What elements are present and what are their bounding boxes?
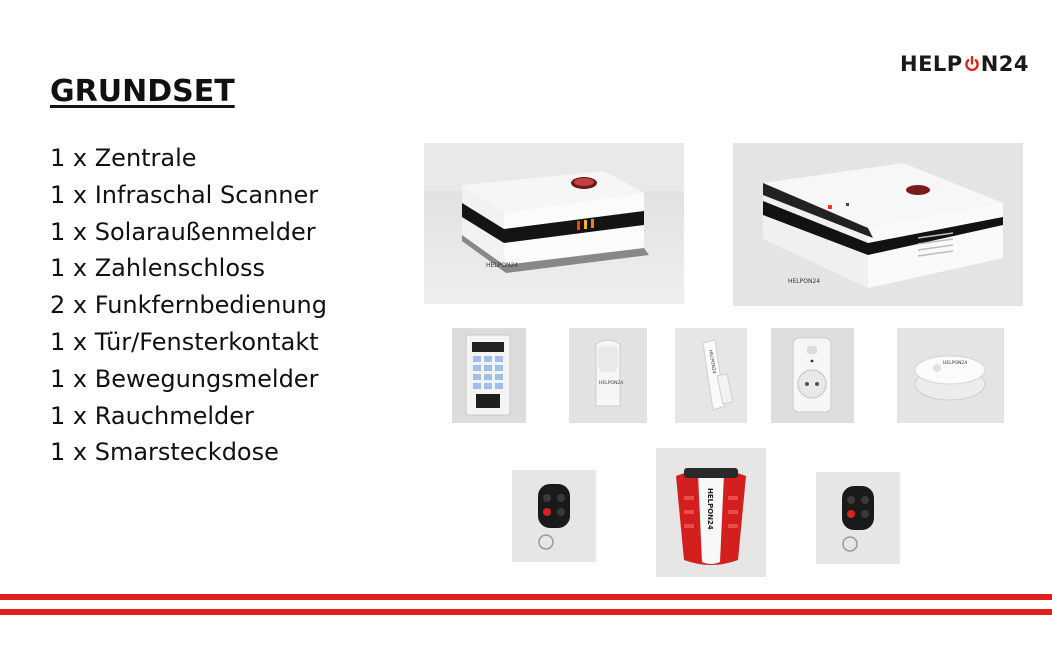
motion-sensor-image xyxy=(569,328,647,423)
list-item: 1 x Rauchmelder xyxy=(50,401,254,430)
power-icon xyxy=(964,53,980,69)
divider-stripe xyxy=(0,594,1052,600)
smoke-detector-image xyxy=(897,328,1004,423)
logo-text-left: HELP xyxy=(900,52,963,76)
door-contact-image xyxy=(675,328,747,423)
remote-control-image xyxy=(816,472,900,564)
list-item: 1 x Bewegungsmelder xyxy=(50,364,319,393)
logo-text-right: N24 xyxy=(980,52,1030,76)
smart-plug-image xyxy=(771,328,854,423)
page-title: GRUNDSET xyxy=(50,74,235,109)
brand-logo xyxy=(900,52,1029,76)
central-unit-back-image xyxy=(733,143,1023,306)
item-list xyxy=(50,140,327,471)
list-item: 1 x Solaraußenmelder xyxy=(50,217,316,246)
list-item: 1 x Smarsteckdose xyxy=(50,438,279,467)
device-label: HELPON24 xyxy=(706,488,714,530)
list-item: 1 x Infraschal Scanner xyxy=(50,180,319,209)
device-label: HELPON24 xyxy=(943,361,968,366)
list-item: 1 x Zahlenschloss xyxy=(50,254,266,283)
solar-siren-image xyxy=(656,448,766,577)
device-label: HELPON24 xyxy=(599,381,624,386)
central-unit-front-image xyxy=(424,143,684,304)
device-label: HELPON24 xyxy=(486,262,519,269)
keypad-image xyxy=(452,328,526,423)
remote-control-image xyxy=(512,470,596,562)
list-item: 1 x Zentrale xyxy=(50,144,197,172)
list-item: 1 x Tür/Fensterkontakt xyxy=(50,327,319,356)
list-item: 2 x Funkfernbedienung xyxy=(50,291,327,320)
divider-stripe xyxy=(0,609,1052,615)
device-label: HELPON24 xyxy=(788,278,821,285)
device-label: HELPON24 xyxy=(707,349,717,375)
